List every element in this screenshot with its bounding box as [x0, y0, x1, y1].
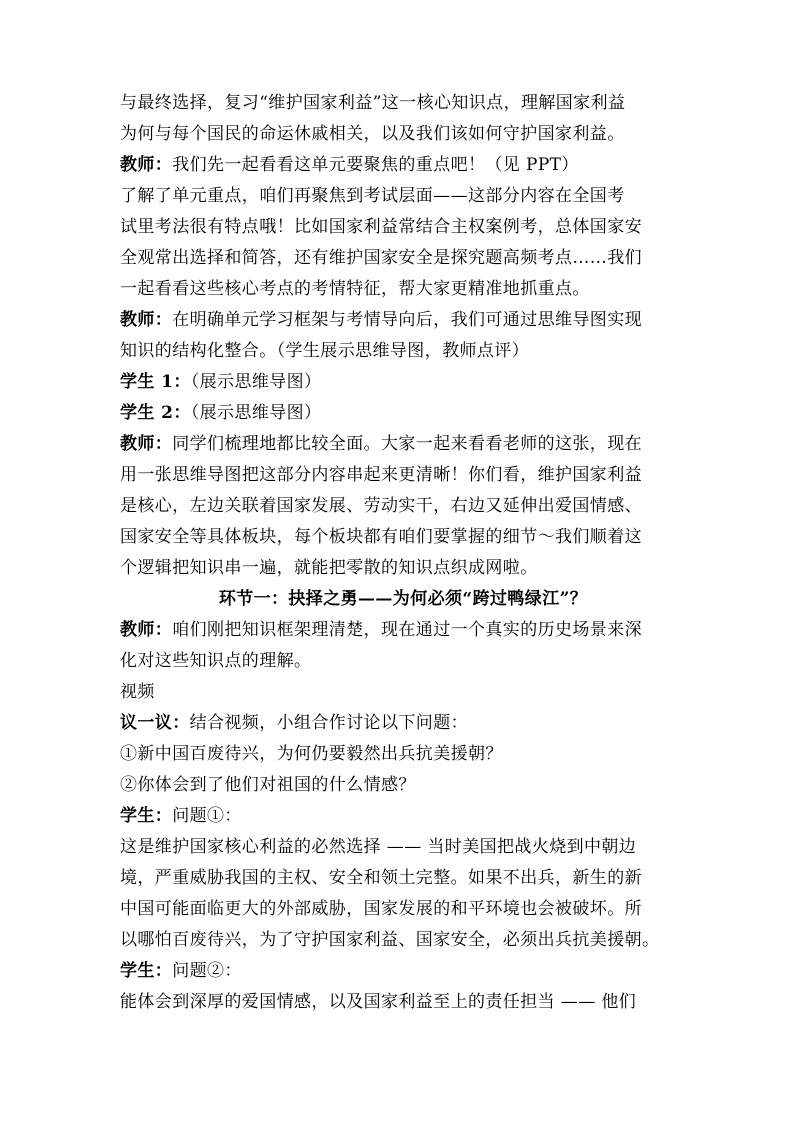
line-text: 以哪怕百废待兴，为了守护国家利益、国家安全，必须出兵抗美援朝。: [120, 930, 660, 950]
paragraph-line: [120, 88, 625, 118]
line-text: （展示思维导图）: [190, 403, 322, 423]
line-text: 国家安全等具体板块，每个板块都有咱们要掌握的细节～我们顺着这: [120, 527, 642, 547]
speaker-label: 教师：: [120, 620, 173, 640]
heading-text: 环节一：抉择之勇——为何必须“跨过鸭绿江”？: [218, 589, 588, 609]
line-text: 用一张思维导图把这部分内容串起来更清晰！你们看，维护国家利益: [120, 465, 642, 485]
speaker-label: 教师：: [120, 155, 173, 175]
paragraph-line: [120, 460, 642, 490]
line-text: 了解了单元重点，咱们再聚焦到考试层面——这部分内容在全国考: [120, 186, 625, 206]
line-text: 是核心，左边关联着国家发展、劳动实干，右边又延伸出爱国情感、: [120, 496, 642, 516]
paragraph-line: [120, 987, 636, 1017]
paragraph-line: [120, 770, 416, 800]
paragraph-line: [120, 708, 468, 738]
paragraph-line: [120, 832, 636, 862]
speaker-label: 学生：: [120, 961, 173, 981]
paragraph-line: [120, 243, 642, 273]
speaker-label: 学生：: [120, 806, 173, 826]
paragraph-line: [120, 150, 579, 180]
paragraph-line: [120, 305, 642, 335]
line-text: 化对这些知识点的理解。: [120, 651, 312, 671]
paragraph-line: [120, 863, 642, 893]
paragraph-line: [120, 212, 642, 242]
line-text: 在明确单元学习框架与考情导向后，我们可通过思维导图实现: [172, 310, 643, 330]
paragraph-line: [120, 956, 242, 986]
line-text: 一起看看这些核心考点的考情特征，帮大家更精准地抓重点。: [120, 279, 590, 299]
paragraph-line: [120, 119, 625, 149]
line-text: 个逻辑把知识串一遍，就能把零散的知识点织成网啦。: [120, 558, 538, 578]
paragraph-line: [120, 398, 321, 428]
line-text: ②你体会到了他们对祖国的什么情感？: [120, 775, 416, 795]
line-text: 全观常出选择和简答，还有维护国家安全是探究题高频考点……我们: [120, 248, 642, 268]
paragraph-line: [120, 491, 642, 521]
line-text: 与最终选择，复习“维护国家利益”这一核心知识点，理解国家利益: [120, 93, 626, 113]
line-text: 这是维护国家核心利益的必然选择 —— 当时美国把战火烧到中朝边: [120, 837, 637, 857]
speaker-label: 学生 2：: [120, 403, 191, 423]
paragraph-line: [120, 739, 503, 769]
line-text: 知识的结构化整合。（学生展示思维导图，教师点评）: [120, 341, 530, 361]
speaker-label: 学生 1：: [120, 372, 191, 392]
line-text: （展示思维导图）: [190, 372, 322, 392]
line-text: 我们先一起看看这单元要聚焦的重点吧！（见 PPT）: [172, 155, 579, 175]
paragraph-line: [120, 894, 642, 924]
paragraph-line: [120, 553, 538, 583]
paragraph-line: [120, 429, 642, 459]
paragraph-line: [120, 677, 155, 707]
line-text: 境，严重威胁我国的主权、安全和领土完整。如果不出兵，新生的新: [120, 868, 642, 888]
speaker-label: 议一议：: [120, 713, 190, 733]
line-text: 能体会到深厚的爱国情感，以及国家利益至上的责任担当 —— 他们: [120, 992, 637, 1012]
paragraph-line: [120, 925, 659, 955]
line-text: ①新中国百废待兴，为何仍要毅然出兵抗美援朝？: [120, 744, 503, 764]
paragraph-line: [120, 522, 642, 552]
line-text: 结合视频，小组合作讨论以下问题：: [189, 713, 469, 733]
paragraph-line: [120, 367, 321, 397]
line-text: 咱们刚把知识框架理清楚，现在通过一个真实的历史场景来深: [172, 620, 643, 640]
line-text: 中国可能面临更大的外部威胁，国家发展的和平环境也会被破坏。所: [120, 899, 642, 919]
paragraph-line: [120, 801, 242, 831]
paragraph-line: [120, 615, 642, 645]
paragraph-line: [120, 336, 529, 366]
line-text: 问题②：: [172, 961, 242, 981]
paragraph-line: [120, 646, 311, 676]
line-text: 同学们梳理地都比较全面。大家一起来看看老师的这张，现在: [172, 434, 643, 454]
line-text: 为何与每个国民的命运休戚相关，以及我们该如何守护国家利益。: [120, 124, 625, 144]
speaker-label: 教师：: [120, 434, 173, 454]
line-text: 试里考法很有特点哦！比如国家利益常结合主权案例考，总体国家安: [120, 217, 642, 237]
paragraph-line: [120, 181, 625, 211]
line-text: 视频: [120, 682, 155, 702]
section-heading: [120, 584, 686, 614]
paragraph-line: [120, 274, 590, 304]
speaker-label: 教师：: [120, 310, 173, 330]
line-text: 问题①：: [172, 806, 242, 826]
